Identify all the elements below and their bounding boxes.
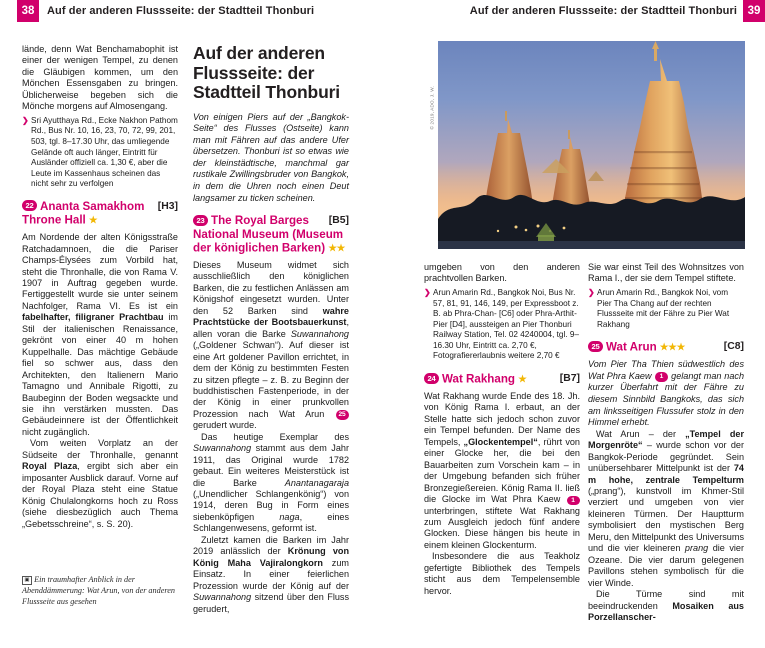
text-run: gerudert wurde. [193, 420, 257, 431]
text-run: Zuletzt kamen die Barken im Jahr 2019 anlässlich der [193, 534, 349, 557]
paragraph-continued-wat-rakhang: Sie war einst Teil des Wohnsitzes von Rama I., der sie dem Tempel stiftete. [588, 262, 744, 284]
poi-grid-ref: [H3] [157, 200, 178, 212]
text-run: gelangt man nach kurzer Überfahrt mit der Fähre zu diesem Sinnbild Bangkoks, das sich am linksseitigen Flussufer stolz in den Himmel erhebt. [588, 370, 744, 428]
text-run: Vom weiten Vorplatz an der Südseite der Thronhalle, genannt [22, 438, 178, 460]
poi-heading-wat-rakhang[interactable] [424, 372, 580, 386]
text-run: („Unendlicher Schlangenkönig“) von 1914, deren Bug in Form eines siebenköpfigen [193, 489, 349, 522]
photo-wat-arun [424, 41, 745, 249]
text-emphasis: Royal Plaza [22, 461, 78, 472]
folio-right: 39 [743, 0, 765, 22]
running-header-right-title: Auf der anderen Flussseite: der Stadtteil Thonburi [469, 5, 737, 17]
text-run: , rührt von einer Glocke her, die bei den Bauarbeiten zum Vorschein kam – in der Umgebung befanden sich früher Bronzegießereien. König Rama II. ließ die Glocke im Wat Phra Kaew [424, 436, 580, 505]
text-run: , ergibt sich aber ein imposanter Ausblick darauf. Vorne auf der Royal Plaza steht eine Statue König Chulalongkorns hoch zu Ross (siehe diesbezüglich auch Thema „Gebetsschreine“, s. S. 20). [22, 461, 179, 529]
poi-title: Ananta Samakhom Throne Hall [22, 199, 145, 227]
info-arrow-icon: ❯ [588, 288, 595, 298]
poi-number-badge: 25 [588, 341, 603, 352]
section-intro-text: Von einigen Piers auf der „Bangkok-Seite“ des Flusses (Ostseite) kann man mit Fähren auf das andere Ufer übersetzen. Thonburi ist so etwas wie der kleinstädtische, manchmal gar rustikale Zwillingsbruder von Bangkok, in dem die Uhren noch einen Deut langsamer zu ticken scheinen. [193, 111, 349, 203]
text-run: zum Einsatz. In einer feierlichen Prozession wurde der König auf der [193, 557, 349, 591]
text-run: („Goldener Schwan“). Auf dieser ist eine Art goldener Pavillon errichtet, in dem der König zu bestimmten Festen zu sitzen pflegte – z. B. zu Beginn der buddhistischen Fastenperiode, in der der König in einer prunkvollen Prozession nach Wat Arun [193, 340, 349, 419]
text-italic: Anantanagaraja [284, 477, 349, 488]
text-run: Wat Rakhang wurde Ende des 18. Jh. von König Rama I. erbaut, an der Stelle hatte sich jedoch schon zuvor ein Tempel befunden. Der Name des Tempels, [424, 390, 580, 447]
text-emphasis: fabelhafter, filigraner Prachtbau [22, 312, 164, 323]
text-emphasis: „Glockentempel“ [463, 436, 538, 447]
poi-grid-ref: [B7] [559, 373, 580, 385]
text-emphasis: Mosaiken aus Porzellanscher- [588, 600, 744, 622]
info-arrow-icon: ❯ [424, 288, 431, 298]
poi-heading-wat-arun[interactable] [588, 340, 744, 354]
text-emphasis: Krönung von König Maha Vajiralongkorn [193, 546, 350, 568]
text-run: im Stil der italienischen Renaissance, gekrönt von einer 40 m hohen Kuppelhalle. Das mächtige Gebäude fiel so schwer aus, dass den Architekten, den Italienern Mario Tamagno und Annibale Rigotti, zu Baubeginn der Boden wegsackte und sie ihn verstärken mussten. Das Gebäudeinnere ist der Öffentlichkeit nicht zugänglich. [22, 312, 178, 437]
photo-image [438, 41, 745, 249]
text-run: („prang“), kunstvoll im Khmer-Stil verziert und umgeben von vier kleineren Türmen. Der Hauptturm symbolisiert den mystischen Berg Meru, den Mittelpunkt des Universums und die vier kleineren [588, 486, 744, 554]
paragraph-royal-barges-3 [193, 535, 349, 615]
temple-silhouette-graphic [438, 41, 745, 249]
section-intro [193, 112, 349, 205]
text-italic: Suwannahong [290, 328, 349, 339]
poi-star-rating: ★ [518, 373, 527, 385]
paragraph-throne-hall-2 [22, 438, 178, 530]
text-run: unterbringen, stiftete Wat Rakhang zum Ausgleich jedoch fünf andere Glocken. Diese hängen bis heute in einem kleinen Glockenturm. [424, 505, 580, 550]
text-run: Vom Pier Tha Thien südwestlich des Wat Phra Kaew [588, 359, 744, 381]
paragraph-royal-barges-1 [193, 260, 349, 432]
running-header-left [0, 0, 382, 22]
text-run: , eines Schlangenwesens, geformt ist. [193, 511, 349, 534]
text-run: Die Türme sind mit beeindruckenden [588, 589, 744, 611]
poi-grid-ref: [C8] [723, 341, 744, 353]
info-text: Sri Ayutthaya Rd., Ecke Nakhon Pathom Rd., Bus Nr. 10, 16, 23, 70, 72, 99, 201, 503, tgl. 8–17.30 Uhr, das umliegende Gelände oft auch länger, Eintritt für Ausländer offiziell ca. 1,30 €, aber die Leute im Kassenhaus scheinen das nicht sehr zu verfolgen [31, 115, 178, 189]
info-text: Arun Amarin Rd., Bangkok Noi, vom Pier Tha Chang auf der rechten Flussseite mit der Fähre zu Pier Wat Rakhang [597, 287, 730, 329]
text-emphasis: 74 m hohe, zentrale Tempelturm [588, 463, 744, 485]
text-run: Dieses Museum widmet sich ausschließlich den königlichen Barken, die zu festlichen Anlässen am Königshof eingesetzt wurden. Unter den 52 Barken sind [193, 259, 349, 316]
inline-map-number-badge[interactable]: 25 [336, 410, 349, 420]
paragraph-wat-rakhang-1 [424, 391, 580, 551]
text-run: die vier Ozeane. Die vier darum gelegenen Pavillons stehen symbolisch für die vier Winde. [588, 543, 744, 588]
column-1 [22, 44, 178, 608]
poi-star-rating: ★ [89, 214, 98, 226]
column-4 [588, 262, 744, 623]
folio-left: 38 [17, 0, 39, 22]
text-emphasis: wahre Prachtstücke der Bootsbauerkunst [193, 305, 349, 328]
text-run: – wurde schon vor der Bangkok-Periode gegründet. Sein unübersehbarer Mittelpunkt ist der [588, 440, 744, 474]
text-run: , allen voran die Barke [193, 317, 349, 339]
text-run: stammt aus dem Jahr 1911, das Original wurde 1782 gebaut. Ein weiteres Meisterstück ist die Barke [193, 443, 349, 488]
paragraph-royal-barges-2 [193, 432, 349, 535]
paragraph-wat-arun-2 [588, 589, 744, 623]
text-emphasis: „Tempel der Morgenröte“ [588, 428, 745, 451]
poi-title: The Royal Barges National Museum (Museum der königlichen Barken) [193, 214, 344, 255]
column-3 [424, 262, 580, 597]
text-run: Das heutige Exemplar des [201, 431, 349, 442]
info-text: Arun Amarin Rd., Bangkok Noi, Bus Nr. 57, 81, 91, 146, 149, per Expressboot z. B. ab Phra-Chan- [C6] oder Phra-Arthit-Pier [D4], aussteigen an Pier Thonburi Railway Station, Tel. 02 4240004, tgl. 9–16.30 Uhr, Eintritt ca. 2,70 €, Fotografiererlaubnis weitere 2,70 € [433, 287, 579, 361]
poi-grid-ref: [B5] [328, 215, 349, 227]
text-run: Wat Arun – der [596, 428, 686, 439]
poi-title: Wat Arun [606, 340, 657, 354]
paragraph-wat-rakhang-2: Insbesondere die aus Teakholz gefertigte Bibliothek des Tempels sticht aus dem Tempelensemble hervor. [424, 551, 580, 596]
text-italic: prang [684, 543, 709, 554]
inline-map-number-badge[interactable]: 1 [567, 496, 580, 506]
wat-arun-intro [588, 359, 744, 429]
text-run: Am Nordende der alten Königsstraße Ratchadamnoen, die die Pariser Champs-Élysées zum Vorbild hat, steht die Thronhalle, die von Rama V. 1907 in Auftrag gegeben wurde. Fertiggestellt wurde sie unter seinem Nachfolger, Rama VI. Es ist ein [22, 232, 178, 311]
paragraph-continued-wat-benchamabophit: lände, denn Wat Benchamabophit ist einer der wenigen Tempel, zu denen die Gläubigen kommen, um den Mönchen Essensgaben zu bringen. Üblicherweise begeben sich die Mönche morgens auf Almosengang. [22, 44, 178, 112]
paragraph-throne-hall-1 [22, 232, 178, 438]
photo-caption-text: Ein traumhafter Anblick in der Abenddämmerung: Wat Arun, von der anderen Flussseite aus gesehen [22, 574, 175, 607]
photo-caption [22, 574, 178, 608]
poi-title: Wat Rakhang [442, 372, 516, 386]
info-block-wat-rakhang [588, 288, 744, 330]
text-italic: naga [279, 511, 300, 522]
inline-map-number-badge[interactable]: 1 [655, 372, 668, 382]
poi-number-badge: 23 [193, 215, 208, 226]
photo-credit: © 2019, ADO, J. W. [429, 86, 435, 130]
info-block-wat-benchamabophit [22, 116, 178, 190]
poi-star-rating: ★★★ [659, 341, 686, 353]
poi-heading-ananta-samakhom-throne-hall[interactable] [22, 200, 178, 227]
section-title: Auf der anderen Flussseite: der Stadtteil Thonburi [193, 43, 341, 102]
poi-heading-royal-barges-national-museum[interactable] [193, 214, 349, 255]
text-run: sitzend über den Fluss gerudert, [193, 592, 349, 614]
text-italic: Suwannahong [193, 592, 252, 603]
poi-number-badge: 22 [22, 200, 37, 211]
paragraph-wat-arun-intro [588, 359, 744, 429]
column-2 [193, 44, 349, 615]
running-header-left-title: Auf der anderen Flussseite: der Stadtteil Thonburi [47, 5, 315, 17]
running-header-right [383, 0, 765, 22]
paragraph-continued-royal-barges: umgeben von den anderen prachtvollen Barken. [424, 262, 580, 284]
info-arrow-icon: ❯ [22, 116, 29, 126]
camera-icon: ▣ [22, 576, 32, 585]
poi-star-rating: ★★ [328, 242, 346, 254]
text-italic: Suwannahong [193, 443, 252, 454]
info-block-royal-barges [424, 288, 580, 362]
poi-number-badge: 24 [424, 373, 439, 384]
paragraph-wat-arun-1 [588, 429, 744, 589]
